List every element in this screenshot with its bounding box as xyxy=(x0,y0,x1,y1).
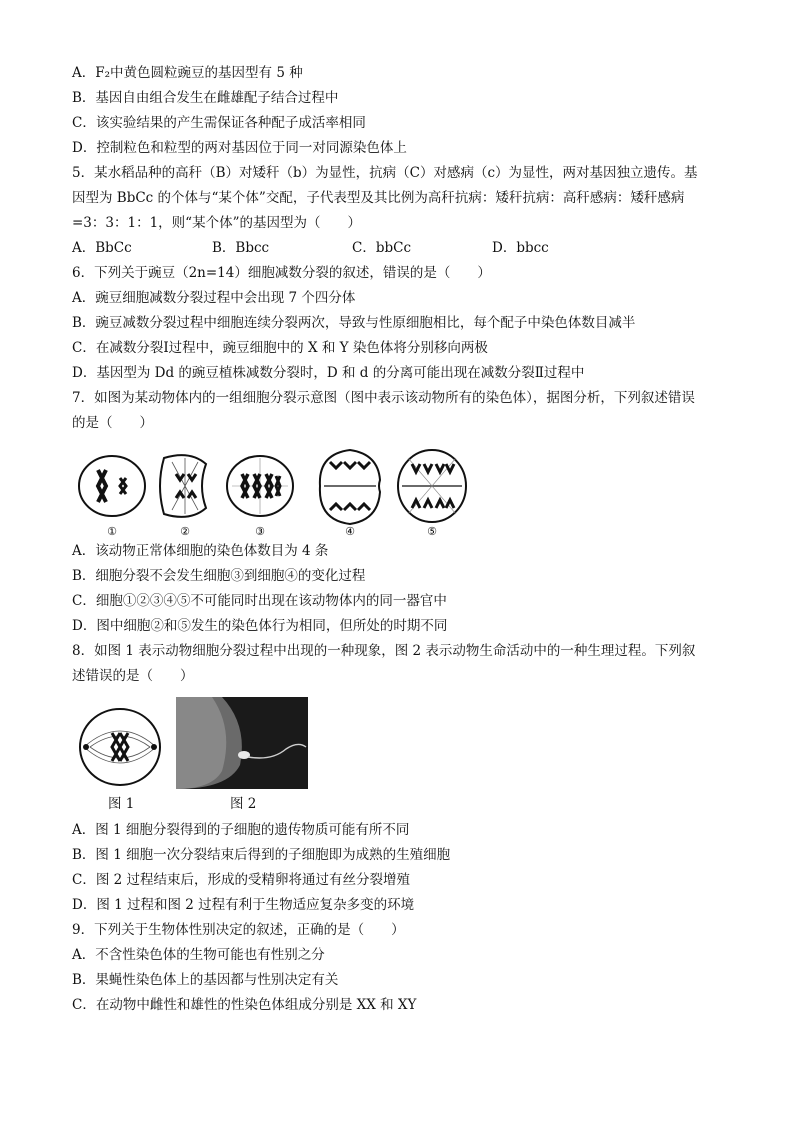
q9-option-b: B．果蝇性染色体上的基因都与性别决定有关 xyxy=(72,972,339,988)
q5-option-a: A．BbCc xyxy=(72,240,132,256)
q6-option-c: C．在减数分裂Ⅰ过程中，豌豆细胞中的 X 和 Y 染色体将分别移向两极 xyxy=(72,340,488,356)
q8-stem-line-2: 述错误的是（ ） xyxy=(72,668,194,684)
cell-3-label: ③ xyxy=(255,525,265,538)
q7-stem-line-1: 7．如图为某动物体内的一组细胞分裂示意图（图中表示该动物所有的染色体），据图分析，下列叙述错误 xyxy=(72,390,695,406)
cell-5-diagram xyxy=(398,450,466,522)
q7-option-d: D．图中细胞②和⑤发生的染色体行为相同，但所处的时期不同 xyxy=(72,618,448,634)
figure-2-caption: 图 2 xyxy=(230,796,257,812)
q7-option-c: C．细胞①②③④⑤不可能同时出现在该动物体内的同一器官中 xyxy=(72,593,447,609)
q8-figure-group xyxy=(72,695,332,815)
q4-option-a: A．F₂中黄色圆粒豌豆的基因型有 5 种 xyxy=(72,65,303,81)
q7-cell-division-figure xyxy=(72,440,492,540)
q5-stem-line-2: 因型为 BbCc 的个体与“某个体”交配，子代表型及其比例为高秆抗病：矮秆抗病：高秆感病：矮秆感病 xyxy=(72,190,685,206)
q5-option-b: B．Bbcc xyxy=(212,240,270,256)
q5-option-c: C．bbCc xyxy=(352,240,412,256)
q9-option-a: A．不含性染色体的生物可能也有性别之分 xyxy=(72,947,325,963)
q4-option-b: B．基因自由组合发生在雌雄配子结合过程中 xyxy=(72,90,339,106)
q4-option-d: D．控制粒色和粒型的两对基因位于同一对同源染色体上 xyxy=(72,140,407,156)
q6-stem: 6．下列关于豌豆（2n=14）细胞减数分裂的叙述，错误的是（ ） xyxy=(72,265,491,281)
q9-option-c: C．在动物中雌性和雄性的性染色体组成分别是 XX 和 XY xyxy=(72,997,417,1013)
cell-4-label: ④ xyxy=(345,525,355,538)
q6-option-a: A．豌豆细胞减数分裂过程中会出现 7 个四分体 xyxy=(72,290,356,306)
figure-1-diagram xyxy=(80,709,160,785)
q7-option-b: B．细胞分裂不会发生细胞③到细胞④的变化过程 xyxy=(72,568,366,584)
q6-option-d: D．基因型为 Dd 的豌豆植株减数分裂时，D 和 d 的分离可能出现在减数分裂Ⅱ过程中 xyxy=(72,365,585,381)
cell-2-diagram xyxy=(160,455,206,517)
q9-stem: 9．下列关于生物体性别决定的叙述，正确的是（ ） xyxy=(72,922,405,938)
q4-option-c: C．该实验结果的产生需保证各种配子成活率相同 xyxy=(72,115,366,131)
figure-1-caption: 图 1 xyxy=(108,796,135,812)
cell-4-diagram xyxy=(320,450,380,524)
cell-5-label: ⑤ xyxy=(427,525,437,538)
q7-stem-line-2: 的是（ ） xyxy=(72,415,153,431)
cell-1-label: ① xyxy=(107,525,117,538)
q7-option-a: A．该动物正常体细胞的染色体数目为 4 条 xyxy=(72,543,329,559)
cell-3-diagram xyxy=(227,456,293,516)
q5-stem-line-1: 5．某水稻品种的高秆（B）对矮秆（b）为显性，抗病（C）对感病（c）为显性，两对基因独立遗传。基 xyxy=(72,165,698,181)
q5-stem-line-3: =3：3：1：1，则“某个体”的基因型为（ ） xyxy=(72,215,361,231)
q8-stem-line-1: 8．如图 1 表示动物细胞分裂过程中出现的一种现象，图 2 表示动物生命活动中的一种生理过程。下列叙 xyxy=(72,643,696,659)
q8-option-b: B．图 1 细胞一次分裂结束后得到的子细胞即为成熟的生殖细胞 xyxy=(72,847,451,863)
q8-option-c: C．图 2 过程结束后，形成的受精卵将通过有丝分裂增殖 xyxy=(72,872,411,888)
cell-2-label: ② xyxy=(180,525,190,538)
q8-option-a: A．图 1 细胞分裂得到的子细胞的遗传物质可能有所不同 xyxy=(72,822,410,838)
cell-1-diagram xyxy=(79,456,145,516)
q5-option-d: D．bbcc xyxy=(492,240,549,256)
q8-option-d: D．图 1 过程和图 2 过程有利于生物适应复杂多变的环境 xyxy=(72,897,415,913)
q6-option-b: B．豌豆减数分裂过程中细胞连续分裂两次，导致与性原细胞相比，每个配子中染色体数目减半 xyxy=(72,315,636,331)
figure-2-fertilization-photo xyxy=(176,697,308,789)
